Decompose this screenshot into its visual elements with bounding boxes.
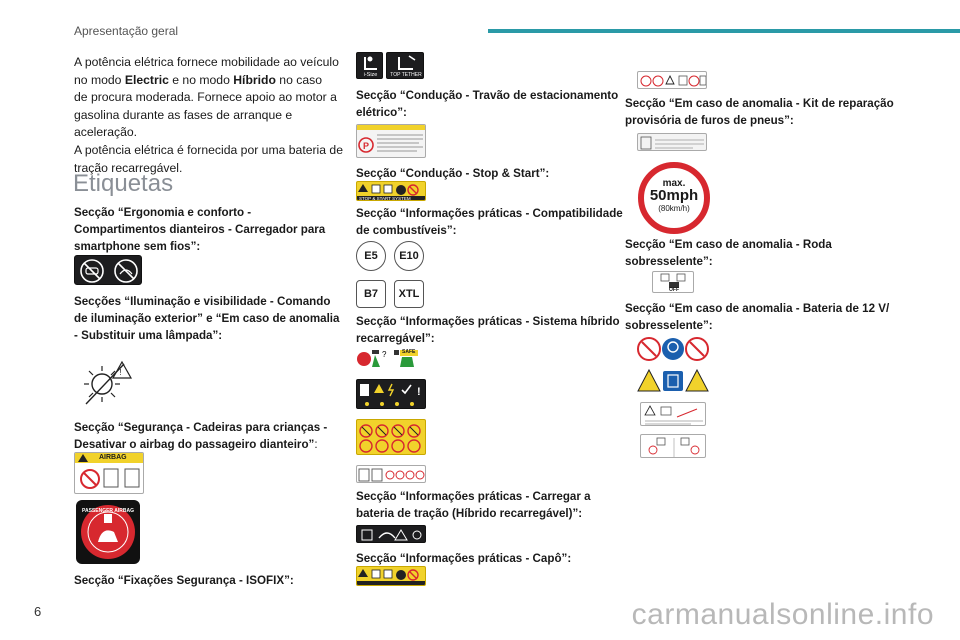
fuel-badge-e5: E5 — [356, 241, 386, 271]
hybrid-safety-label — [356, 347, 426, 371]
intro-paragraph — [74, 54, 344, 177]
caption-parking-brake: Secção “Condução - Travão de estacionamento elétrico”: — [356, 89, 619, 119]
top-tether-label — [386, 52, 424, 79]
tyre-kit-warning-label — [637, 71, 707, 89]
battery-instruction-label-1 — [640, 402, 706, 426]
page-number: 6 — [34, 604, 42, 619]
caption-12v-battery: Secção “Em caso de anomalia - Bateria de 12 V/ sobresselente”: — [625, 302, 890, 332]
parking-brake-icon — [357, 125, 426, 158]
bulb-warning-icon — [72, 356, 142, 408]
wireless-charger-label — [74, 255, 142, 285]
battery-warning-icons — [637, 368, 709, 394]
bonnet-label — [356, 566, 426, 586]
speed-kmh-text: (80km/h) — [658, 204, 690, 213]
svg-text:?: ? — [382, 350, 387, 359]
running-header: Apresentação geral — [74, 24, 179, 38]
off-text: OFF — [669, 287, 679, 293]
fuel-badge-b7: B7 — [356, 280, 386, 308]
hybrid-info-label — [356, 465, 426, 483]
hybrid-warning-label — [356, 379, 426, 409]
caption-stop-start: Secção “Condução - Stop & Start”: — [356, 167, 550, 180]
intro-line-4: gasolina durante as fases de arranque e aceleração. — [74, 107, 293, 140]
fuel-badge-xtl: XTL — [394, 280, 424, 308]
tyre-kit-warning-icons — [638, 72, 707, 89]
caption-ergonomics: Secção “Ergonomia e conforto - Compartimentos dianteiros - Carregador para smartphone sem fios”: — [74, 206, 326, 253]
battery-instruction-label-2 — [640, 434, 706, 458]
caption-tyre-kit: Secção “Em caso de anomalia - Kit de reparação provisória de furos de pneus”: — [625, 97, 894, 127]
passenger-airbag-text: PASSENGER AIRBAG — [82, 508, 134, 514]
hybrid-warning-icons — [357, 380, 426, 409]
airbag-child-seat-icon — [75, 453, 144, 494]
battery-warning-signs — [637, 368, 709, 394]
intro-line-2: no modo Electric e no modo Híbrido no caso — [74, 72, 322, 87]
caption-bonnet: Secção “Informações práticas - Capô”: — [356, 552, 572, 565]
svg-text:!: ! — [417, 386, 421, 398]
top-tether-text: TOP TETHER — [390, 72, 422, 78]
charging-icons — [357, 526, 426, 543]
spare-wheel-off-label — [652, 271, 694, 293]
airbag-label-text: AIRBAG — [99, 454, 127, 461]
airbag-warning-label — [74, 452, 144, 494]
top-tether-icon — [387, 53, 424, 73]
wireless-charger-icon — [75, 256, 142, 285]
isize-text: i-Size — [363, 72, 378, 78]
svg-text:!: ! — [119, 368, 122, 377]
section-title: Etiquetas — [73, 170, 174, 197]
caption-hybrid-system: Secção “Informações práticas - Sistema híbrido recarregável”: — [356, 315, 620, 345]
passenger-airbag-label — [76, 500, 140, 564]
watermark: carmanualsonline.info — [631, 598, 934, 631]
caption-lighting: Secções “Iluminação e visibilidade - Comando de iluminação exterior” e “Em caso de anomalia - Substituir uma lâmpada”: — [74, 295, 340, 342]
stop-start-label — [356, 181, 426, 201]
hybrid-safety-icons — [356, 347, 426, 371]
intro-line-3: de procura moderada. Fornece apoio ao motor a — [74, 90, 337, 105]
tyre-kit-label — [637, 133, 707, 151]
battery-instruction-icons-2 — [641, 435, 706, 458]
caption-fuel: Secção “Informações práticas - Compatibilidade de combustíveis”: — [356, 207, 623, 237]
safe-text: SAFE — [402, 349, 416, 355]
caption-charging: Secção “Informações práticas - Carregar a bateria de tração (Híbrido recarregável)”: — [356, 490, 591, 520]
battery-instruction-icons-1 — [641, 403, 706, 426]
parking-brake-label — [356, 124, 426, 158]
intro-line-1: A potência elétrica fornece mobilidade ao veículo — [74, 55, 339, 69]
fuel-badge-e10: E10 — [394, 241, 424, 271]
header-accent-bar — [488, 29, 960, 33]
speed-mph-text: 50mph — [649, 187, 699, 204]
hybrid-prohibition-label — [356, 419, 426, 455]
isize-label — [356, 52, 383, 79]
tyre-kit-icons — [638, 134, 707, 151]
headlamp-bulb-label — [72, 356, 142, 408]
caption-child-seats: Secção “Segurança - Cadeiras para crianças - Desativar o airbag do passageiro dianteiro”: — [74, 421, 328, 451]
svg-text:P: P — [363, 141, 370, 151]
caption-spare-wheel: Secção “Em caso de anomalia - Roda sobresselente”: — [625, 238, 832, 268]
hybrid-info-icons — [357, 466, 426, 483]
battery-prohibition-signs — [637, 336, 709, 362]
hybrid-prohibition-icons — [357, 420, 426, 455]
child-seat-icon — [357, 53, 383, 73]
battery-prohibition-icons — [637, 336, 709, 362]
speed-max-text: max. — [662, 178, 686, 189]
charging-label — [356, 525, 426, 543]
speed-limit-sign — [638, 162, 710, 234]
intro-line-5: A potência elétrica é fornecida por uma bateria de — [74, 142, 343, 157]
caption-isofix: Secção “Fixações Segurança - ISOFIX”: — [74, 574, 294, 587]
intro-line-6: tração recarregável. — [74, 160, 183, 175]
stop-start-text: STOP & START SYSTEM — [359, 196, 411, 201]
bonnet-icons — [357, 567, 426, 586]
